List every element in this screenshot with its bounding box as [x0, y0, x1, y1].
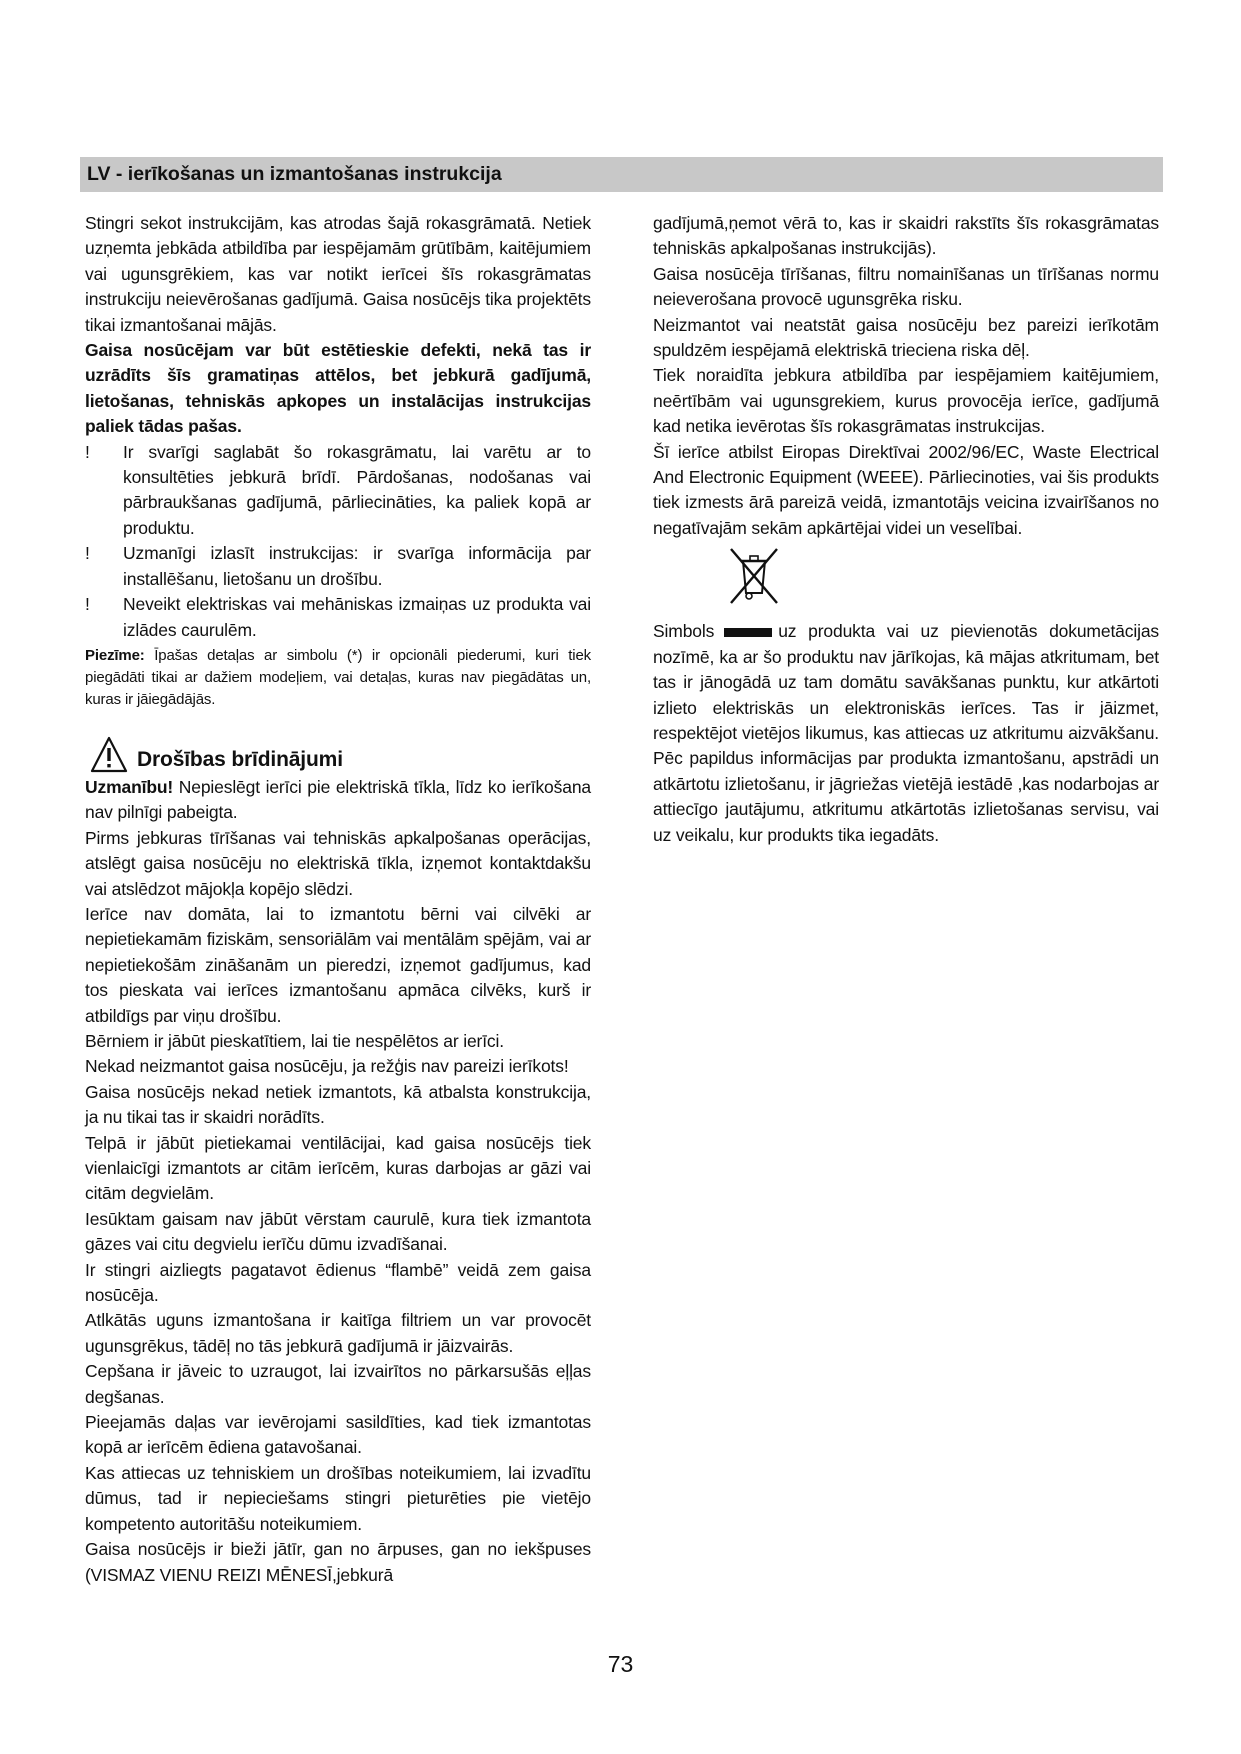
body-paragraph: Šī ierīce atbilst Eiropas Direktīvai 2002/96/EC, Waste Electrical And Electronic Equipment (WEEE). Pārliecinoties, vai šis produkts tiek izmests ārā pareizā veidā, izmantotājs veicina izvairīšanos no negatīvajām sekām apkārtējai videi un veselībai.: [653, 441, 1159, 538]
body-paragraph: Kas attiecas uz tehniskiem un drošības noteikumiem, lai izvadītu dūmus, tad ir nepieciešams stingri pieturēties pie vietējo kompetento autoritāšu noteikumiem.: [85, 1462, 591, 1534]
body-paragraph: Nekad neizmantot gaisa nosūcēju, ja režģis nav pareizi ierīkots!: [85, 1056, 569, 1077]
bullet-text: Neveikt elektriskas vai mehāniskas izmaiņas uz produkta vai izlādes caurulēm.: [123, 594, 591, 640]
body-paragraph: Cepšana ir jāveic to uzraugot, lai izvairītos no pārkarsušās eļļas degšanas.: [85, 1361, 591, 1407]
uzmanibu-paragraph: [85, 775, 591, 826]
warning-heading: [85, 727, 591, 775]
note-label: Piezīme:: [85, 646, 145, 664]
bullet-text: Ir svarīgi saglabāt šo rokasgrāmatu, lai varētu ar to konsultēties jebkurā brīdī. Pārdošanas, nodošanas vai pārbraukšanas gadījumā, pārliecināties, ka paliek kopā ar produktu.: [123, 441, 591, 538]
bullet-item: [85, 541, 591, 592]
simbols-word: Simbols: [653, 621, 715, 642]
simbols-text: uz produkta vai uz pievienotās dokumetācijas nozīmē, ka ar šo produktu nav jārīkojas, kā mājas atkritumam, bet tas ir jānogādā uz tam domātu savākšanas punktu, kur atkārtoti izlieto elektriskās un elektroniskās ierīces. Tas ir jāizmet, respektējot vietējos likumus, kas attiecas uz atkritumu aizvākšanu. Pēc papildus informācijas par produkta izmantošanu, apstrādi un atkārtotu izlietošanu, ir jāgriežas vietējā iestādē ,kas nodarbojas ar attiecīgo jautājumu, atkritumu atkārtotās izlietošanas servisu, vai uz veikalu, kur produkts tika iegadāts.: [653, 621, 1159, 845]
bold-notice: Gaisa nosūcējam var būt estētieskie defekti, nekā tas ir uzrādīts šīs gramatiņas attēlos, bet jebkurā gadījumā, lietošanas, tehniskās apkopes un instalācijas instrukcijas paliek tādas pašas.: [85, 340, 591, 437]
bullet-text: Uzmanīgi izlasīt instrukcijas: ir svarīga informācija par installēšanu, lietošanu un drošību.: [123, 543, 591, 589]
body-paragraph: Gaisa nosūcēja tīrīšanas, filtru nomainīšanas un tīrīšanas normu neieverošana provocē ugunsgrēka risku.: [653, 263, 1159, 310]
intro-paragraph: Stingri sekot instrukcijām, kas atrodas šajā rokasgrāmatā. Netiek uzņemta jebkāda atbildība par iespējamām grūtībām, kaitējumiem vai ugunsgrēkiem, kas var notikt ierīcei šīs rokasgrāmatas instrukciju neievērošanas gadījumā. Gaisa nosūcējs tika projektēts tikai izmantošanai mājās.: [85, 213, 591, 335]
body-paragraph: Atlkātās uguns izmantošana ir kaitīga filtriem un var provocēt ugunsgrēkus, tādēļ no tās jebkurā gadījumā ir jāizvairās.: [85, 1310, 591, 1356]
body-paragraph: Bērniem ir jābūt pieskatītiem, lai tie nespēlētos ar ierīci.: [85, 1030, 504, 1051]
bullet-item: [85, 592, 591, 643]
body-paragraph: Pirms jebkuras tīrīšanas vai tehniskās apkalpošanas operācijas, atslēgt gaisa nosūcēju no elektriskā tīkla, izņemot kontaktdakšu vai atslēdzot mājokļa kopējo slēdzi.: [85, 827, 591, 899]
section-header-bar: [80, 157, 1163, 192]
crossed-out-wheelie-bin-icon: [725, 543, 783, 609]
body-paragraph: Pieejamās daļas var ievērojami sasildīties, kad tiek izmantotas kopā ar ierīcēm ēdiena gatavošanai.: [85, 1412, 591, 1458]
simbols-paragraph: [653, 619, 1159, 848]
body-paragraph: Ierīce nav domāta, lai to izmantotu bērni vai cilvēki ar nepietiekamām fiziskām, sensoriālām vai mentālām spējām, vai ar nepietiekošām zināšanām un pieredzi, izņemot gadījumus, kad tos pieskata vai ierīces izmantošanu apmāca cilvēks, kurš ir atbildīgs par viņu drošību.: [85, 903, 591, 1026]
warning-title: Drošības brīdinājumi: [137, 747, 343, 771]
body-paragraph: Neizmantot vai neatstāt gaisa nosūcēju bez pareizi ierīkotām spuldzēm iespējamā elektriskā trieciena riska dēļ.: [653, 314, 1159, 361]
warning-triangle-icon: [89, 735, 129, 775]
body-paragraph: Ir stingri aizliegts pagatavot ēdienus “flambē” veidā zem gaisa nosūcēja.: [85, 1259, 591, 1306]
body-paragraph: Tiek noraidīta jebkura atbildība par iespējamiem kaitējumiem, neērtībām vai ugunsgrekiem, kurus provocēja ierīce, gadījumā kad netika ievērotas šīs rokasgrāmatas instrukcijas.: [653, 365, 1159, 437]
black-bar-symbol-icon: [724, 628, 772, 637]
section-title: LV - ierīkošanas un izmantošanas instrukcija: [87, 163, 502, 185]
note-text: Īpašas detaļas ar simbolu (*) ir opcionāli piederumi, kuri tiek piegādāti tikai ar dažiem modeļiem, vai detaļas, kuras nav piegādātas un, kuras ir jāiegādājās.: [85, 646, 591, 708]
exclamation-mark: !: [85, 594, 90, 615]
uzmanibu-label: Uzmanību!: [85, 776, 174, 797]
right-column: [653, 211, 1159, 848]
uzmanibu-text: Nepieslēgt ierīci pie elektriskā tīkla, līdz ko ierīkošana nav pilnīgi pabeigta.: [85, 776, 591, 823]
weee-symbol-wrap: [653, 541, 1159, 619]
bullet-item: [85, 440, 591, 542]
body-paragraph: Gaisa nosūcējs ir bieži jātīr, gan no ārpuses, gan no iekšpuses (VISMAZ VIENU REIZI MĒNESĪ,jebkurā: [85, 1539, 591, 1585]
exclamation-mark: !: [85, 543, 90, 564]
body-paragraph: Iesūktam gaisam nav jābūt vērstam caurulē, kura tiek izmantota gāzes vai citu degvielu ierīču dūmu izvadīšanai.: [85, 1208, 591, 1255]
body-paragraph: Telpā ir jābūt pietiekamai ventilācijai, kad gaisa nosūcējs tiek vienlaicīgi izmantots ar citām ierīcēm, kuras darbojas ar gāzi vai citām degvielām.: [85, 1132, 591, 1204]
body-paragraph: Gaisa nosūcējs nekad netiek izmantots, kā atbalsta konstrukcija, ja nu tikai tas ir skaidri norādīts.: [85, 1081, 591, 1128]
note-paragraph: [85, 645, 591, 711]
body-paragraph: gadījumā,ņemot vērā to, kas ir skaidri rakstīts šīs rokasgrāmatas tehniskās apkalpošanas instrukcijās).: [653, 213, 1159, 259]
left-column: [85, 211, 591, 1588]
page-number: 73: [607, 1651, 634, 1677]
exclamation-mark: !: [85, 441, 90, 462]
